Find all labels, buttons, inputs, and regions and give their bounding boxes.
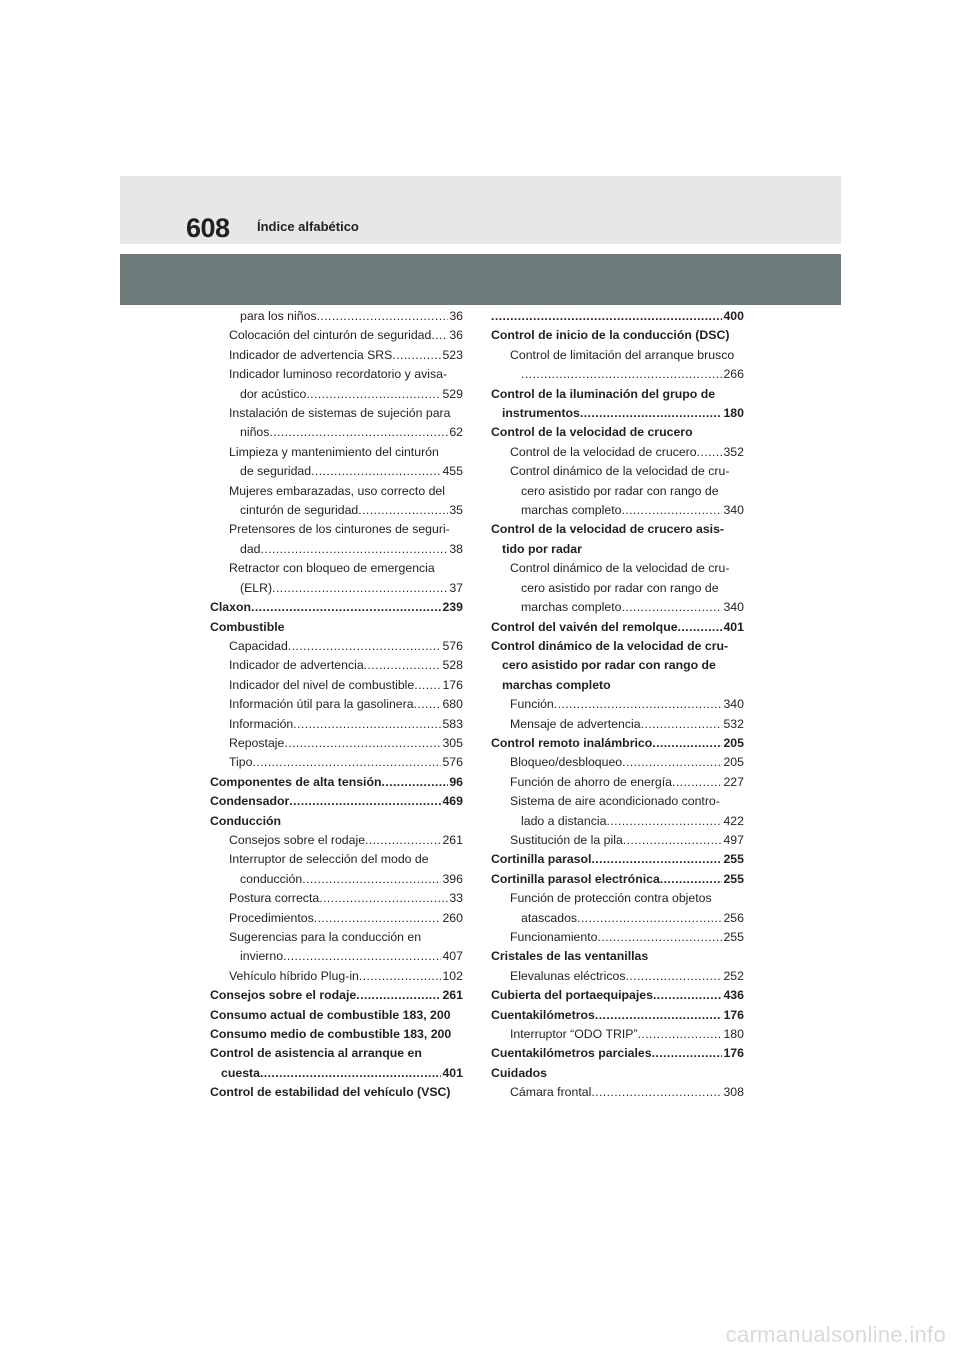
index-entry	[491, 326, 744, 345]
index-term: Repostaje	[229, 735, 285, 750]
dot-leader	[697, 443, 723, 462]
index-term: Cuentakilómetros	[491, 1007, 595, 1022]
page-reference: 455	[442, 464, 463, 479]
index-term: Conducción	[210, 813, 282, 828]
page-reference: 401	[723, 619, 744, 634]
index-term: Control de inicio de la conducción (DSC)	[491, 328, 730, 343]
page-reference: 266	[723, 367, 744, 382]
index-subentry	[210, 346, 463, 365]
dot-leader	[306, 385, 441, 404]
page-reference: 36	[449, 328, 463, 343]
watermark: carmanualsonline.info	[725, 1322, 946, 1347]
index-term: Vehículo híbrido Plug-in	[229, 968, 359, 983]
index-term: Interruptor “ODO TRIP”	[510, 1027, 638, 1042]
page-reference: 529	[442, 386, 463, 401]
page-reference: 256	[723, 910, 744, 925]
index-entry	[210, 1044, 463, 1083]
page-reference: 396	[442, 871, 463, 886]
index-term: marchas completo	[521, 503, 622, 518]
page-reference: 239	[442, 600, 463, 615]
dot-leader	[623, 831, 723, 850]
index-entry	[491, 1044, 744, 1063]
index-subentry	[210, 734, 463, 753]
index-term: Instalación de sistemas de sujeción para	[229, 406, 451, 421]
index-term: invierno	[240, 949, 284, 964]
index-subentry	[210, 482, 463, 521]
dot-leader	[591, 850, 722, 869]
index-entry	[210, 1025, 463, 1044]
dot-leader	[359, 967, 442, 986]
index-term: Elevalunas eléctricos	[510, 968, 626, 983]
index-term: instrumentos	[502, 406, 580, 421]
dot-leader	[678, 618, 723, 637]
page-reference: 227	[723, 774, 744, 789]
index-entry	[491, 423, 744, 442]
index-term: para los niños	[240, 309, 317, 323]
index-term: Combustible	[210, 619, 285, 634]
dot-leader	[317, 307, 449, 326]
index-subentry	[210, 715, 463, 734]
dot-leader	[638, 1025, 723, 1044]
dot-leader	[364, 656, 442, 675]
index-subentry	[491, 792, 744, 831]
index-term: cero asistido por radar con rango de	[521, 483, 719, 498]
index-subentry	[210, 831, 463, 850]
page-reference: 422	[723, 813, 744, 828]
dot-leader	[580, 404, 723, 423]
dot-leader	[288, 637, 442, 656]
page-reference: 497	[723, 832, 744, 847]
page-reference: 36	[449, 309, 463, 323]
page-reference: 176	[723, 1046, 744, 1061]
page-reference: 583	[442, 716, 463, 731]
index-subentry	[210, 404, 463, 443]
index-term: Función	[510, 697, 554, 712]
dot-leader	[652, 734, 722, 753]
page-reference: 400	[723, 309, 744, 323]
index-subentry	[491, 1083, 744, 1102]
page-reference: 180	[723, 406, 744, 421]
page-reference: 340	[723, 697, 744, 712]
index-subentry	[210, 909, 463, 928]
index-term: Cámara frontal	[510, 1085, 592, 1100]
dot-leader	[598, 928, 723, 947]
index-term: Control remoto inalámbrico	[491, 735, 653, 750]
index-subentry	[491, 967, 744, 986]
index-term: Control de la iluminación del grupo de	[491, 386, 716, 401]
index-term: Procedimientos	[229, 910, 314, 925]
index-term: Consejos sobre el rodaje	[229, 832, 366, 847]
index-term: Indicador luminoso recordatorio y avisa-	[229, 367, 448, 382]
page-reference: 176	[442, 677, 463, 692]
page-reference: 305	[442, 735, 463, 750]
dot-leader	[660, 870, 723, 889]
index-term: marchas completo	[502, 677, 611, 692]
dot-leader	[595, 1006, 723, 1025]
index-term: Mujeres embarazadas, uso correcto del	[229, 483, 445, 498]
page-reference: 469	[442, 794, 463, 809]
index-term: Control dinámico de la velocidad de cru-	[510, 464, 730, 479]
index-entry	[491, 1006, 744, 1025]
index-entry	[491, 1064, 744, 1083]
index-term: Tipo	[229, 755, 253, 770]
index-column-right	[491, 307, 744, 1103]
index-subentry	[210, 676, 463, 695]
index-subentry	[491, 559, 744, 617]
dot-leader	[392, 346, 441, 365]
page-reference: 523	[442, 347, 463, 362]
index-subentry	[210, 443, 463, 482]
dot-leader	[358, 501, 448, 520]
page-reference: 352	[723, 444, 744, 459]
index-term: Consumo medio de combustible 183, 200	[210, 1027, 452, 1042]
index-subentry	[210, 656, 463, 675]
index-term: Limpieza y mantenimiento del cinturón	[229, 444, 439, 459]
dot-leader	[252, 753, 441, 772]
page-reference: 38	[449, 541, 463, 556]
index-term: Función de protección contra objetos	[510, 891, 712, 906]
dot-leader	[311, 462, 441, 481]
index-term: Indicador de advertencia SRS	[229, 347, 393, 362]
dot-leader	[414, 695, 442, 714]
dot-leader	[521, 365, 722, 384]
index-term: Interruptor de selección del modo de	[229, 852, 429, 867]
index-term: Cortinilla parasol electrónica	[491, 871, 660, 886]
index-entry	[491, 734, 744, 753]
page-reference: 180	[723, 1027, 744, 1042]
dot-leader	[289, 792, 441, 811]
index-subentry	[491, 715, 744, 734]
index-term: marchas completo	[521, 600, 622, 615]
index-term: Control de limitación del arranque brusco	[510, 347, 735, 362]
index-entry	[491, 637, 744, 695]
dot-leader	[621, 598, 722, 617]
index-subentry	[491, 462, 744, 520]
index-column-left	[210, 307, 463, 1103]
index-term: Cortinilla parasol	[491, 852, 592, 867]
index-term: Control de la velocidad de crucero asis-	[491, 522, 725, 537]
dot-leader	[626, 967, 723, 986]
index-subentry	[491, 1025, 744, 1044]
dot-leader	[653, 986, 723, 1005]
page-reference: 401	[442, 1065, 463, 1080]
dot-leader	[251, 598, 441, 617]
index-subentry	[210, 753, 463, 772]
index-term: Mensaje de advertencia	[510, 716, 641, 731]
index-term: Consumo actual de combustible 183, 200	[210, 1007, 451, 1022]
index-term: cinturón de seguridad	[240, 503, 359, 518]
dot-leader	[431, 326, 448, 345]
index-term: cero asistido por radar con rango de	[502, 658, 716, 673]
index-subentry	[210, 850, 463, 889]
index-term: Cristales de las ventanillas	[491, 949, 649, 964]
index-term: Control dinámico de la velocidad de cru-	[510, 561, 730, 576]
index-subentry	[210, 889, 463, 908]
page-reference: 37	[449, 580, 463, 595]
index-term: lado a distancia	[521, 813, 607, 828]
page-reference: 205	[723, 755, 744, 770]
index-term: conducción	[240, 871, 303, 886]
dot-leader	[554, 695, 723, 714]
index-entry	[210, 986, 463, 1005]
index-subentry	[210, 520, 463, 559]
dot-leader	[382, 773, 449, 792]
dot-leader	[284, 734, 441, 753]
dot-leader	[606, 812, 722, 831]
page-reference: 680	[442, 697, 463, 712]
dot-leader	[356, 986, 441, 1005]
index-term: de seguridad	[240, 464, 312, 479]
index-term: Control de la velocidad de crucero	[510, 444, 697, 459]
index-term: Función de ahorro de energía	[510, 774, 673, 789]
page-reference: 205	[723, 735, 744, 750]
page-reference: 528	[442, 658, 463, 673]
index-entry	[210, 792, 463, 811]
index-term: Colocación del cinturón de seguridad	[229, 328, 432, 343]
dot-leader	[652, 1044, 723, 1063]
index-entry	[491, 850, 744, 869]
page-reference: 255	[723, 871, 744, 886]
index-entry	[491, 385, 744, 424]
dot-leader	[641, 715, 723, 734]
index-term: Cubierta del portaequipajes	[491, 988, 653, 1003]
index-term: Sistema de aire acondicionado contro-	[510, 794, 720, 809]
page-reference: 255	[723, 852, 744, 867]
index-term: Control de asistencia al arranque en	[210, 1046, 422, 1061]
index-subentry	[491, 443, 744, 462]
index-entry	[210, 598, 463, 617]
dot-leader	[272, 579, 448, 598]
index-term: Control dinámico de la velocidad de cru-	[491, 638, 729, 653]
index-term: Indicador de advertencia	[229, 658, 364, 673]
index-term: Consejos sobre el rodaje	[210, 988, 357, 1003]
index-term: dad	[240, 541, 261, 556]
index-entry	[210, 773, 463, 792]
dot-leader	[622, 753, 722, 772]
dot-leader	[269, 423, 448, 442]
page-reference: 576	[442, 755, 463, 770]
index-term: Condensador	[210, 794, 290, 809]
section-title: Índice alfabético	[257, 219, 359, 234]
index-term: Sugerencias para la conducción en	[229, 930, 422, 944]
page-reference: 261	[442, 988, 463, 1003]
dot-leader	[577, 909, 722, 928]
dot-leader	[260, 1064, 442, 1083]
page-reference: 407	[442, 949, 463, 964]
section-tab-band	[120, 254, 841, 305]
index-term: Indicador del nivel de combustible	[229, 677, 415, 692]
index-entry	[491, 986, 744, 1005]
index-term: cuesta	[221, 1065, 260, 1080]
index-subentry	[491, 773, 744, 792]
index-entry	[491, 307, 744, 326]
index-subentry	[210, 326, 463, 345]
dot-leader	[261, 540, 449, 559]
index-term: Control del vaivén del remolque	[491, 619, 678, 634]
index-subentry	[210, 695, 463, 714]
index-term: Retractor con bloqueo de emergencia	[229, 561, 435, 576]
index-term: niños	[240, 425, 270, 440]
page-reference: 261	[442, 832, 463, 847]
page-reference: 252	[723, 968, 744, 983]
index-subentry	[491, 831, 744, 850]
index-subentry	[210, 637, 463, 656]
index-term: Pretensores de los cinturones de seguri-	[229, 522, 450, 537]
index-term: Control de la velocidad de crucero	[491, 425, 693, 440]
index-subentry	[210, 365, 463, 404]
index-term: Sustitución de la pila	[510, 832, 623, 847]
page-reference: 340	[723, 600, 744, 615]
index-subentry	[491, 753, 744, 772]
index-term: Control de estabilidad del vehículo (VSC)	[210, 1085, 451, 1100]
index-term: atascados	[521, 910, 578, 925]
index-subentry	[491, 889, 744, 928]
page-reference: 35	[449, 503, 463, 518]
dot-leader	[365, 831, 441, 850]
index-term: dor acústico	[240, 386, 307, 401]
index-entry	[210, 618, 463, 637]
index-term: (ELR)	[240, 580, 273, 595]
dot-leader	[491, 307, 722, 326]
page-reference: 436	[723, 988, 744, 1003]
page-reference: 102	[442, 968, 463, 983]
index-term: Cuidados	[491, 1065, 548, 1080]
index-term: Bloqueo/desbloqueo	[510, 755, 623, 770]
index-subentry	[210, 307, 463, 326]
dot-leader	[591, 1083, 722, 1102]
index-entry	[491, 870, 744, 889]
page-reference: 576	[442, 638, 463, 653]
index-entry	[210, 812, 463, 831]
dot-leader	[319, 889, 448, 908]
index-term: Postura correcta	[229, 891, 320, 906]
index-term: Funcionamiento	[510, 930, 598, 944]
index-subentry	[210, 967, 463, 986]
index-entry	[210, 1006, 463, 1025]
index-term: Componentes de alta tensión	[210, 774, 382, 789]
index-term: Claxon	[210, 600, 251, 615]
dot-leader	[283, 947, 441, 966]
index-subentry	[491, 346, 744, 385]
page-reference: 308	[723, 1085, 744, 1100]
dot-leader	[302, 870, 441, 889]
index-subentry	[491, 928, 744, 947]
page-reference: 96	[449, 774, 463, 789]
index-term: tido por radar	[502, 541, 582, 556]
page-reference: 340	[723, 503, 744, 518]
index-entry	[491, 947, 744, 966]
index-term: Capacidad	[229, 638, 288, 653]
index-term: Información útil para la gasolinera	[229, 697, 414, 712]
dot-leader	[672, 773, 722, 792]
page-reference: 62	[449, 425, 463, 440]
index-subentry	[210, 928, 463, 967]
page-reference: 176	[723, 1007, 744, 1022]
dot-leader	[621, 501, 722, 520]
dot-leader	[314, 909, 442, 928]
index-subentry	[491, 695, 744, 714]
index-entry	[491, 618, 744, 637]
page-reference: 33	[449, 891, 463, 906]
index-term: cero asistido por radar con rango de	[521, 580, 719, 595]
index-entry	[210, 1083, 463, 1102]
page-reference: 255	[723, 930, 744, 944]
page-reference: 532	[723, 716, 744, 731]
index-entry	[491, 520, 744, 559]
index-subentry	[210, 559, 463, 598]
index-term: Cuentakilómetros parciales	[491, 1046, 652, 1061]
dot-leader	[293, 715, 441, 734]
page-reference: 260	[442, 910, 463, 925]
dot-leader	[414, 676, 441, 695]
index-term: Información	[229, 716, 294, 731]
page-number: 608	[186, 213, 230, 243]
